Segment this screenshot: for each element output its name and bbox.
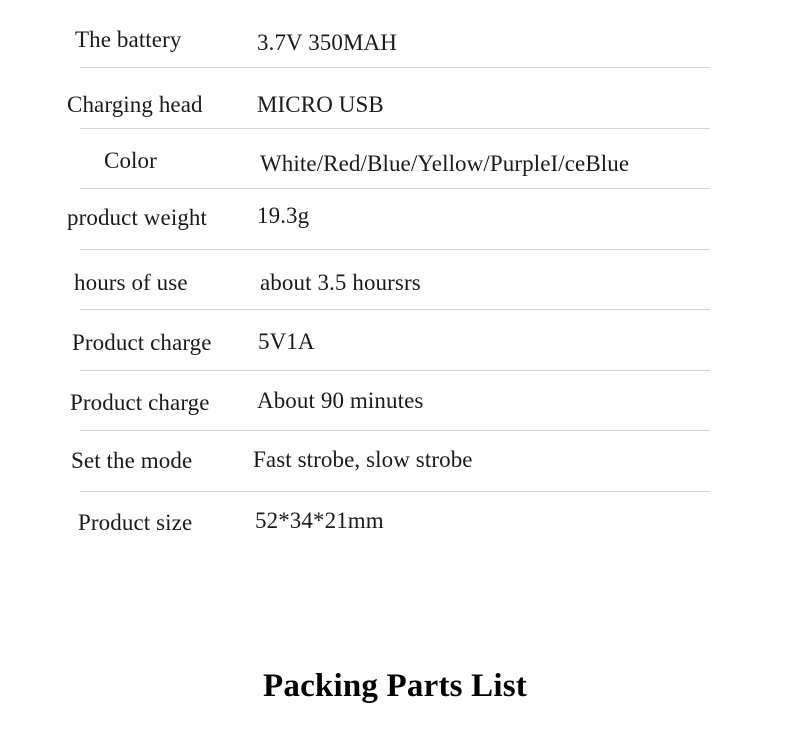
row-divider: [80, 309, 710, 310]
spec-value-battery: 3.7V 350MAH: [257, 30, 397, 55]
row-divider: [80, 430, 710, 431]
row-divider: [80, 67, 710, 68]
spec-label-product-size: Product size: [78, 510, 193, 535]
spec-value-set-the-mode: Fast strobe, slow strobe: [253, 447, 473, 472]
spec-label-hours-of-use: hours of use: [74, 270, 188, 295]
spec-label-battery: The battery: [75, 27, 182, 52]
section-heading: Packing Parts List: [263, 668, 527, 704]
spec-value-product-size: 52*34*21mm: [255, 508, 384, 533]
spec-label-product-weight: product weight: [67, 205, 208, 230]
row-divider: [80, 249, 710, 250]
spec-value-hours-of-use: about 3.5 hoursrs: [260, 270, 421, 295]
row-divider: [80, 128, 710, 129]
spec-value-product-charge-time: About 90 minutes: [257, 388, 424, 413]
row-divider: [80, 188, 710, 189]
spec-label-charging-head: Charging head: [67, 92, 203, 117]
spec-label-product-charge: Product charge: [72, 330, 212, 355]
row-divider: [80, 370, 710, 371]
spec-label-color: Color: [104, 148, 157, 173]
spec-label-product-charge-time: Product charge: [70, 390, 210, 415]
spec-value-product-charge: 5V1A: [258, 329, 315, 354]
spec-value-charging-head: MICRO USB: [257, 92, 384, 117]
spec-value-color: White/Red/Blue/Yellow/PurpleI/ceBlue: [260, 151, 630, 176]
spec-value-product-weight: 19.3g: [257, 203, 310, 228]
row-divider: [80, 491, 710, 492]
spec-label-set-the-mode: Set the mode: [71, 448, 193, 473]
